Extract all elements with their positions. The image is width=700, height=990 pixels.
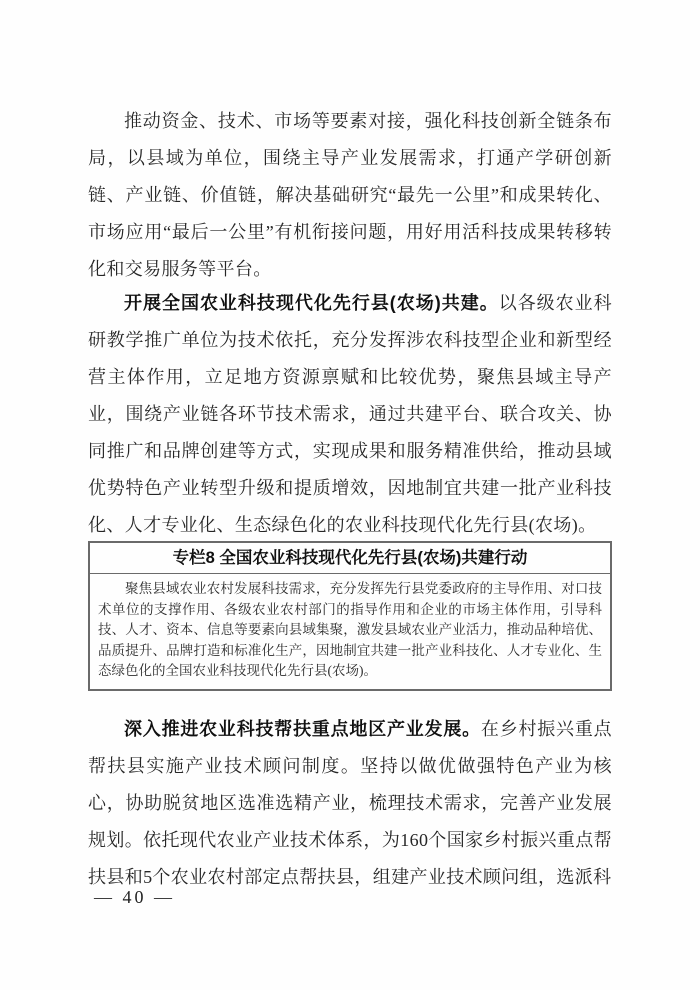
- paragraph-bold-lead: 深入推进农业科技帮扶重点地区产业发展。: [124, 719, 481, 739]
- paragraph-bold-lead: 开展全国农业科技现代化先行县(农场)共建。: [124, 293, 499, 313]
- callout-box: [88, 541, 612, 691]
- body-paragraph-2: [88, 285, 612, 544]
- body-paragraph-1: [88, 103, 612, 288]
- callout-box-title: 专栏8 全国农业科技现代化先行县(农场)共建行动: [90, 543, 610, 574]
- paragraph-text: 在乡村振兴重点帮扶县实施产业技术顾问制度。坚持以做优做强特色产业为核心，协助脱贫地区选准选精产业，梳理技术需求，完善产业发展规划。依托现代农业产业技术体系，为160个国家乡村振兴重点帮扶县和5个农业农村部定点帮扶县，组建产业技术顾问组，选派科: [88, 719, 612, 887]
- paragraph-text: 以各级农业科研教学推广单位为技术依托，充分发挥涉农科技型企业和新型经营主体作用，立足地方资源禀赋和比较优势，聚焦县域主导产业，围绕产业链各环节技术需求，通过共建平台、联合攻关、协同推广和品牌创建等方式，实现成果和服务精准供给，推动县域优势特色产业转型升级和提质增效，因地制宜共建一批产业科技化、人才专业化、生态绿色化的农业科技现代化先行县(农场)。: [88, 293, 612, 535]
- callout-box-body: 聚焦县域农业农村发展科技需求，充分发挥先行县党委政府的主导作用、对口技术单位的支撑作用、各级农业农村部门的指导作用和企业的市场主体作用，引导科技、人才、资本、信息等要素向县域集聚，激发县域农业产业活力，推动品种培优、品质提升、品牌打造和标准化生产，因地制宜共建一批产业科技化、人才专业化、生态绿色化的全国农业科技现代化先行县(农场)。: [98, 581, 602, 678]
- paragraph-text: 推动资金、技术、市场等要素对接，强化科技创新全链条布局，以县域为单位，围绕主导产业发展需求，打通产学研创新链、产业链、价值链，解决基础研究“最先一公里”和成果转化、市场应用“最后一公里”有机衔接问题，用好用活科技成果转移转化和交易服务等平台。: [88, 111, 612, 279]
- page-number: — 40 —: [94, 887, 175, 907]
- body-paragraph-3: [88, 711, 612, 896]
